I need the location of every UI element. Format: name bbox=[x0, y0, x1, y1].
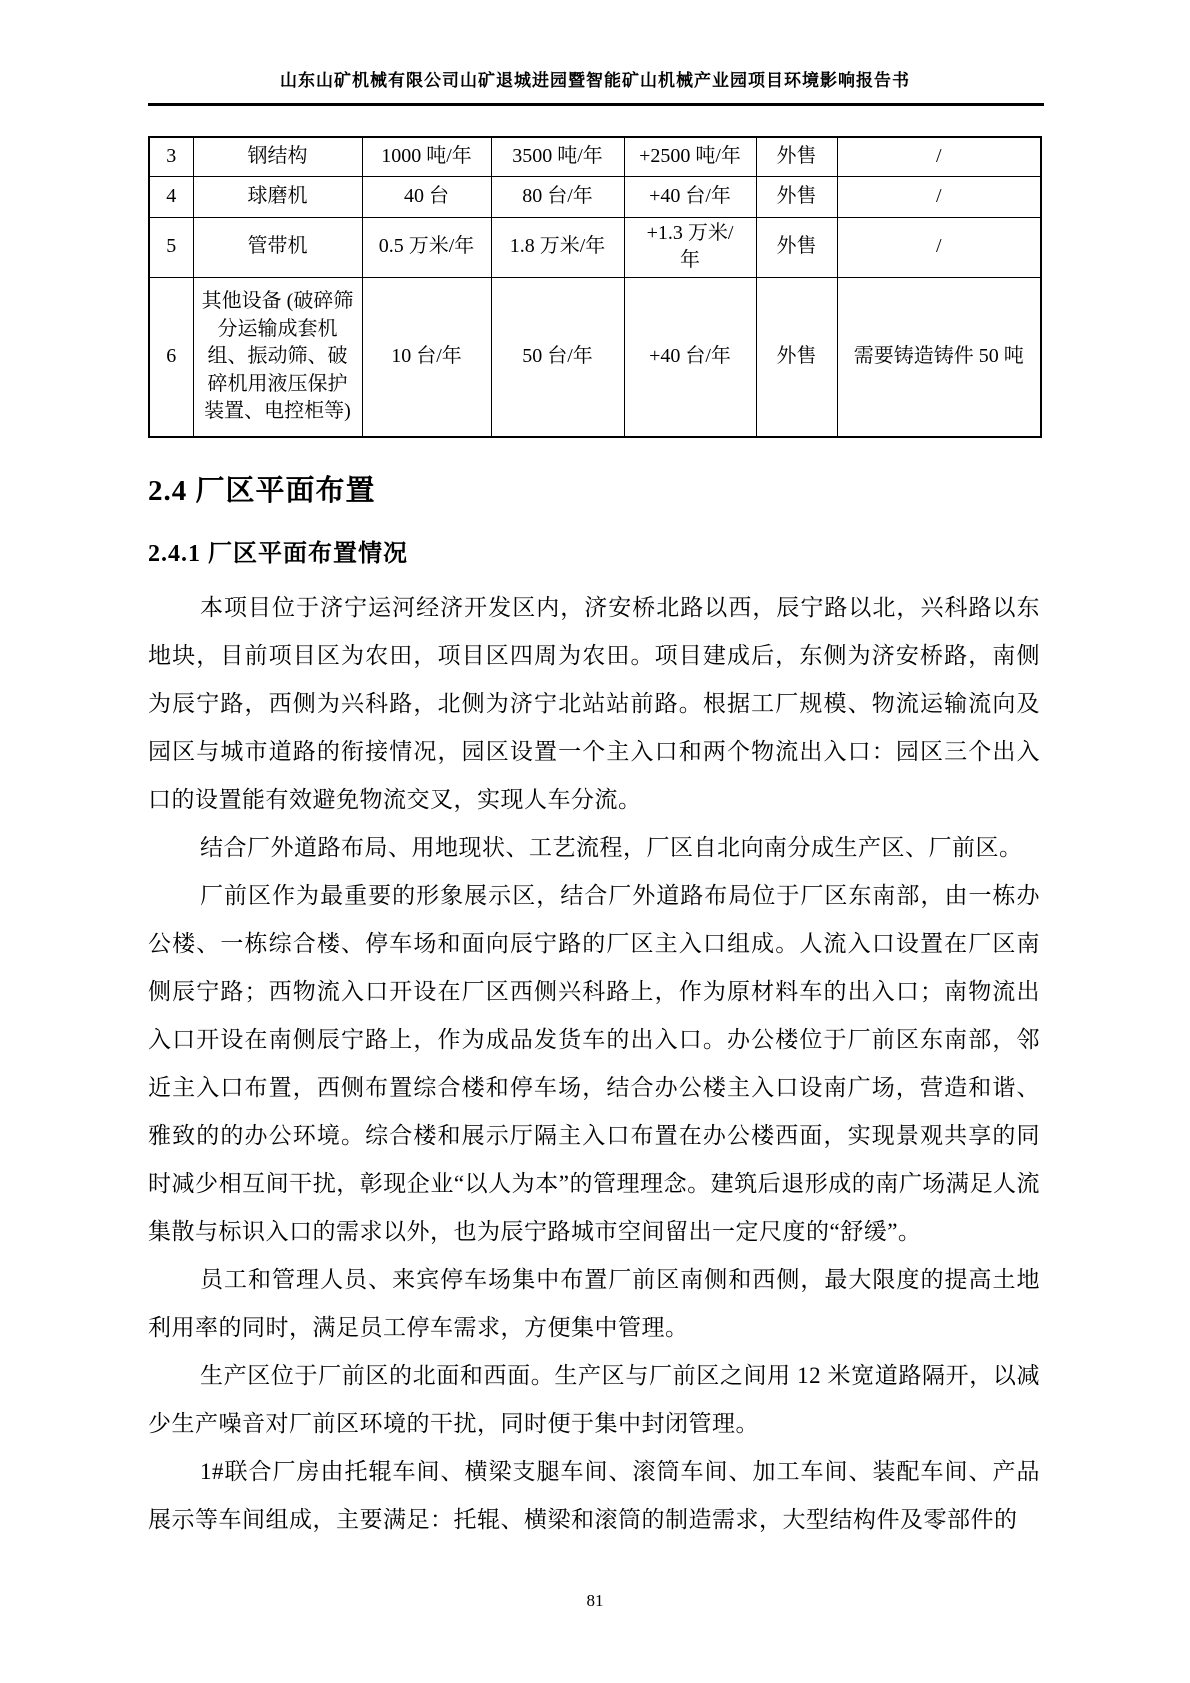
header-title: 山东山矿机械有限公司山矿退城进园暨智能矿山机械产业园项目环境影响报告书 bbox=[280, 71, 910, 90]
cell-sale-type: 外售 bbox=[756, 176, 837, 217]
page-header bbox=[0, 0, 1190, 106]
paragraph: 员工和管理人员、来宾停车场集中布置厂前区南侧和西侧，最大限度的提高土地利用率的同时，满足员工停车需求，方便集中管理。 bbox=[148, 1267, 1040, 1341]
cell-capacity-change: +40 台/年 bbox=[624, 277, 756, 437]
paragraph: 本项目位于济宁运河经济开发区内，济安桥北路以西，辰宁路以北，兴科路以东地块，目前项目区为农田，项目区四周为农田。项目建成后，东侧为济安桥路，南侧为辰宁路，西侧为兴科路，北侧为济宁北站站前路。根据工厂规模、物流运输流向及园区与城市道路的衔接情况，园区设置一个主入口和两个物流出入口：园区三个出入口的设置能有效避免物流交叉，实现人车分流。 bbox=[148, 595, 1040, 813]
cell-planned-capacity: 3500 吨/年 bbox=[491, 137, 624, 176]
cell-sale-type: 外售 bbox=[756, 217, 837, 277]
paragraph: 生产区位于厂前区的北面和西面。生产区与厂前区之间用 12 米宽道路隔开，以减少生产噪音对厂前区环境的干扰，同时便于集中封闭管理。 bbox=[148, 1363, 1040, 1437]
cell-current-capacity: 0.5 万米/年 bbox=[362, 217, 491, 277]
cell-capacity-change: +2500 吨/年 bbox=[624, 137, 756, 176]
cell-index: 6 bbox=[149, 277, 193, 437]
header-rule bbox=[148, 103, 1044, 106]
equipment-table bbox=[148, 136, 1042, 438]
table-row bbox=[149, 277, 1041, 437]
paragraph: 1#联合厂房由托辊车间、横梁支腿车间、滚筒车间、加工车间、装配车间、产品展示等车间组成，主要满足：托辊、横梁和滚筒的制造需求，大型结构件及零部件的 bbox=[148, 1459, 1040, 1533]
cell-planned-capacity: 50 台/年 bbox=[491, 277, 624, 437]
cell-product-name: 管带机 bbox=[193, 217, 362, 277]
cell-remark: 需要铸造铸件 50 吨 bbox=[837, 277, 1041, 437]
table-row bbox=[149, 176, 1041, 217]
cell-planned-capacity: 80 台/年 bbox=[491, 176, 624, 217]
cell-capacity-change: +1.3 万米/年 bbox=[624, 217, 756, 277]
section-heading: 2.4 厂区平面布置 bbox=[148, 475, 376, 508]
page-number: 81 bbox=[586, 1591, 604, 1610]
cell-index: 5 bbox=[149, 217, 193, 277]
cell-remark: / bbox=[837, 137, 1041, 176]
cell-product-name: 其他设备 (破碎筛分运输成套机组、振动筛、破碎机用液压保护装置、电控柜等) bbox=[193, 277, 362, 437]
cell-current-capacity: 10 台/年 bbox=[362, 277, 491, 437]
cell-product-name: 钢结构 bbox=[193, 137, 362, 176]
table-row bbox=[149, 137, 1041, 176]
cell-index: 4 bbox=[149, 176, 193, 217]
cell-current-capacity: 40 台 bbox=[362, 176, 491, 217]
paragraph: 结合厂外道路布局、用地现状、工艺流程，厂区自北向南分成生产区、厂前区。 bbox=[200, 835, 1023, 861]
cell-current-capacity: 1000 吨/年 bbox=[362, 137, 491, 176]
cell-product-name: 球磨机 bbox=[193, 176, 362, 217]
content-block bbox=[148, 136, 1040, 1544]
cell-remark: / bbox=[837, 176, 1041, 217]
cell-capacity-change: +40 台/年 bbox=[624, 176, 756, 217]
paragraph: 厂前区作为最重要的形象展示区，结合厂外道路布局位于厂区东南部，由一栋办公楼、一栋综合楼、停车场和面向辰宁路的厂区主入口组成。人流入口设置在厂区南侧辰宁路；西物流入口开设在厂区西侧兴科路上，作为原材料车的出入口；南物流出入口开设在南侧辰宁路上，作为成品发货车的出入口。办公楼位于厂前区东南部，邻近主入口布置，西侧布置综合楼和停车场，结合办公楼主入口设南广场，营造和谐、雅致的的办公环境。综合楼和展示厅隔主入口布置在办公楼西面，实现景观共享的同时减少相互间干扰，彰现企业“以人为本”的管理理念。建筑后退形成的南广场满足人流集散与标识入口的需求以外，也为辰宁路城市空间留出一定尺度的“舒缓”。 bbox=[148, 883, 1040, 1245]
cell-remark: / bbox=[837, 217, 1041, 277]
cell-sale-type: 外售 bbox=[756, 277, 837, 437]
subsection-heading: 2.4.1 厂区平面布置情况 bbox=[148, 541, 408, 568]
cell-sale-type: 外售 bbox=[756, 137, 837, 176]
cell-planned-capacity: 1.8 万米/年 bbox=[491, 217, 624, 277]
cell-index: 3 bbox=[149, 137, 193, 176]
table-row bbox=[149, 217, 1041, 277]
